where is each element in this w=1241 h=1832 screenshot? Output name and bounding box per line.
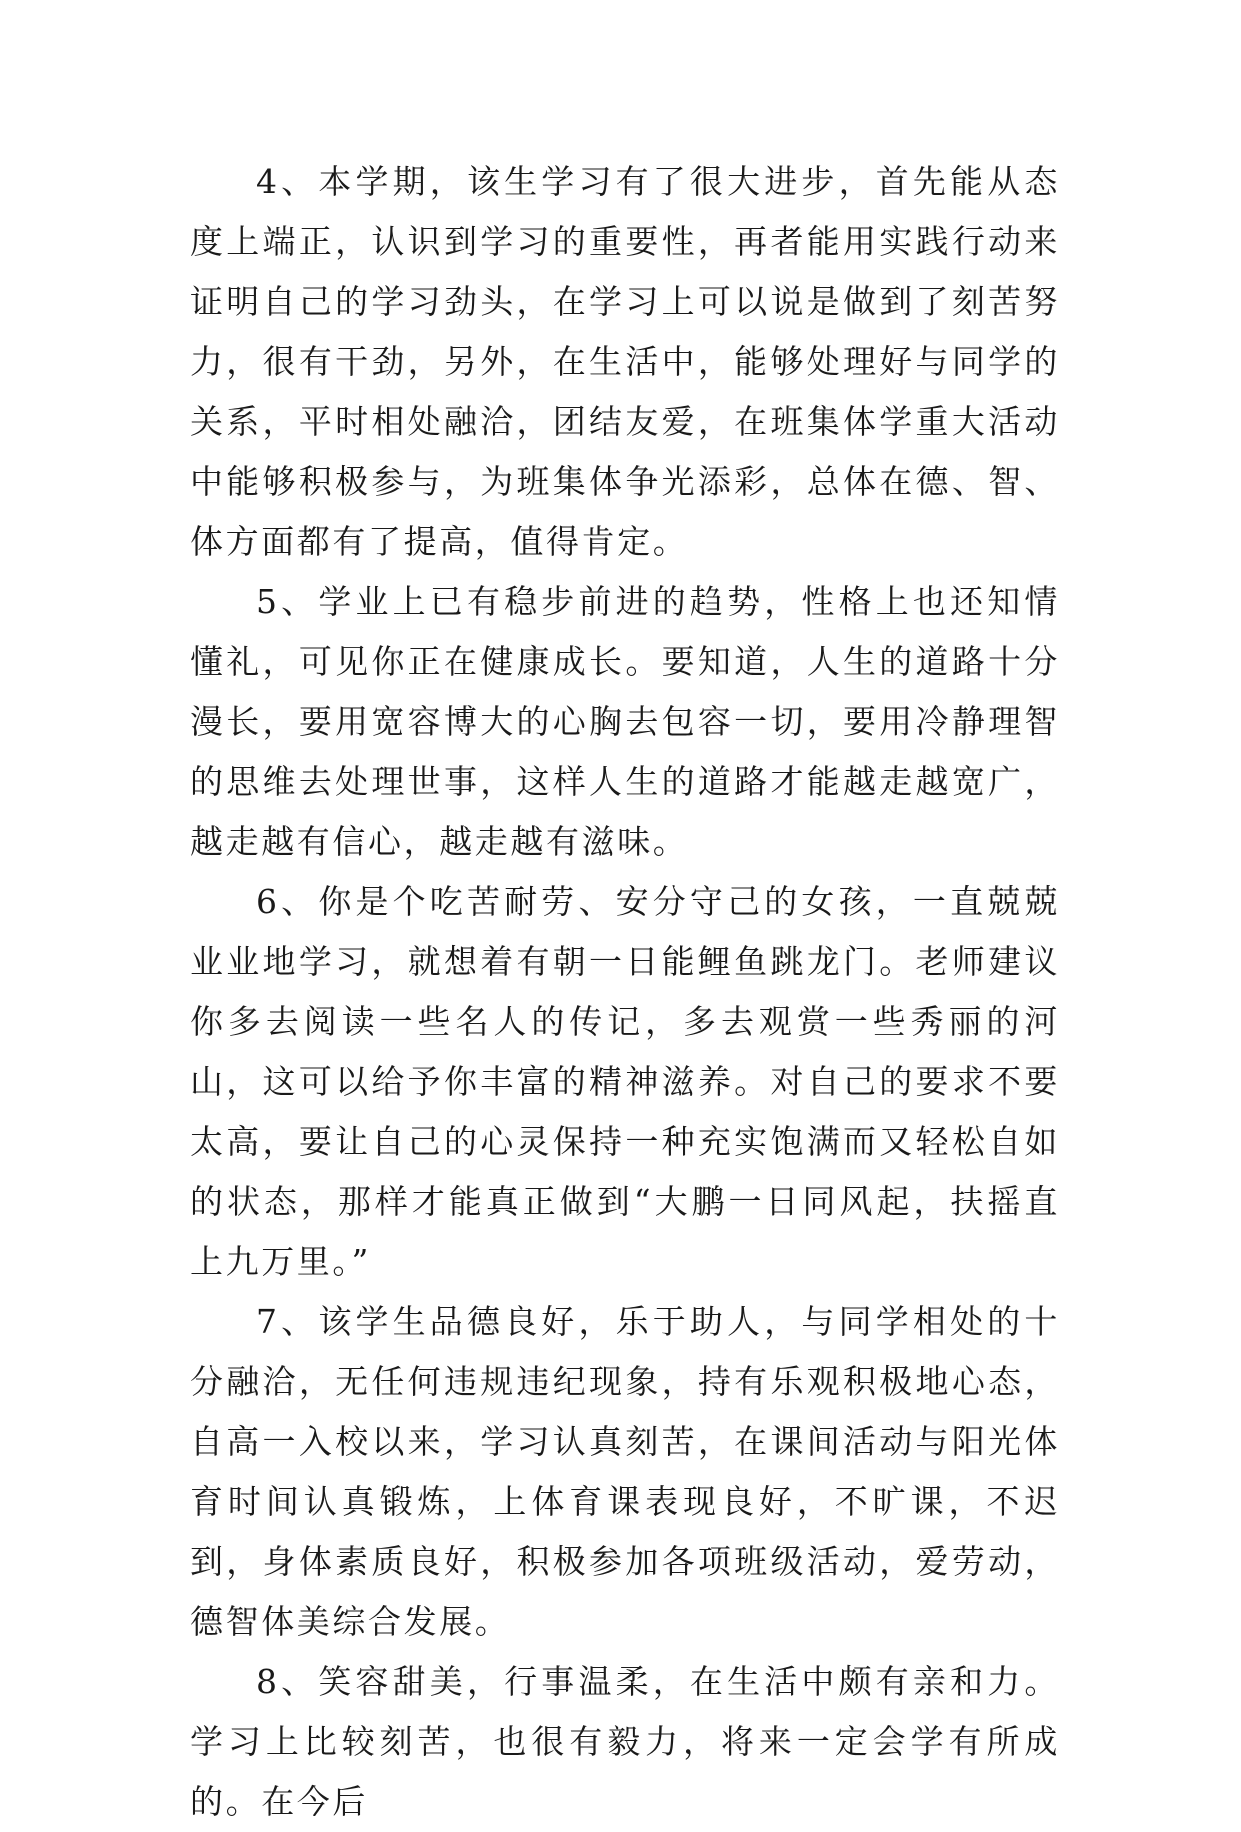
paragraph-8: 8、笑容甜美，行事温柔，在生活中颇有亲和力。学习上比较刻苦，也很有毅力，将来一定会学有所成的。在今后 [190,1662,1060,1821]
document-body [190,152,1060,1832]
paragraph-4: 4、本学期，该生学习有了很大进步，首先能从态度上端正，认识到学习的重要性，再者能用实践行动来证明自己的学习劲头，在学习上可以说是做到了刻苦努力，很有干劲，另外，在生活中，能够处理好与同学的关系，平时相处融洽，团结友爱，在班集体学重大活动中能够积极参与，为班集体争光添彩，总体在德、智、体方面都有了提高，值得肯定。 [190,162,1060,561]
paragraph-6: 6、你是个吃苦耐劳、安分守己的女孩，一直兢兢业业地学习，就想着有朝一日能鲤鱼跳龙门。老师建议你多去阅读一些名人的传记，多去观赏一些秀丽的河山，这可以给予你丰富的精神滋养。对自己的要求不要太高，要让自己的心灵保持一种充实饱满而又轻松自如的状态，那样才能真正做到“大鹏一日同风起，扶摇直上九万里。” [190,882,1060,1281]
paragraph-7: 7、该学生品德良好，乐于助人，与同学相处的十分融洽，无任何违规违纪现象，持有乐观积极地心态，自高一入校以来，学习认真刻苦，在课间活动与阳光体育时间认真锻炼，上体育课表现良好，不旷课，不迟到，身体素质良好，积极参加各项班级活动，爱劳动，德智体美综合发展。 [190,1302,1060,1641]
paragraph-5: 5、学业上已有稳步前进的趋势，性格上也还知情懂礼，可见你正在健康成长。要知道，人生的道路十分漫长，要用宽容博大的心胸去包容一切，要用冷静理智的思维去处理世事，这样人生的道路才能越走越宽广，越走越有信心，越走越有滋味。 [190,582,1060,861]
